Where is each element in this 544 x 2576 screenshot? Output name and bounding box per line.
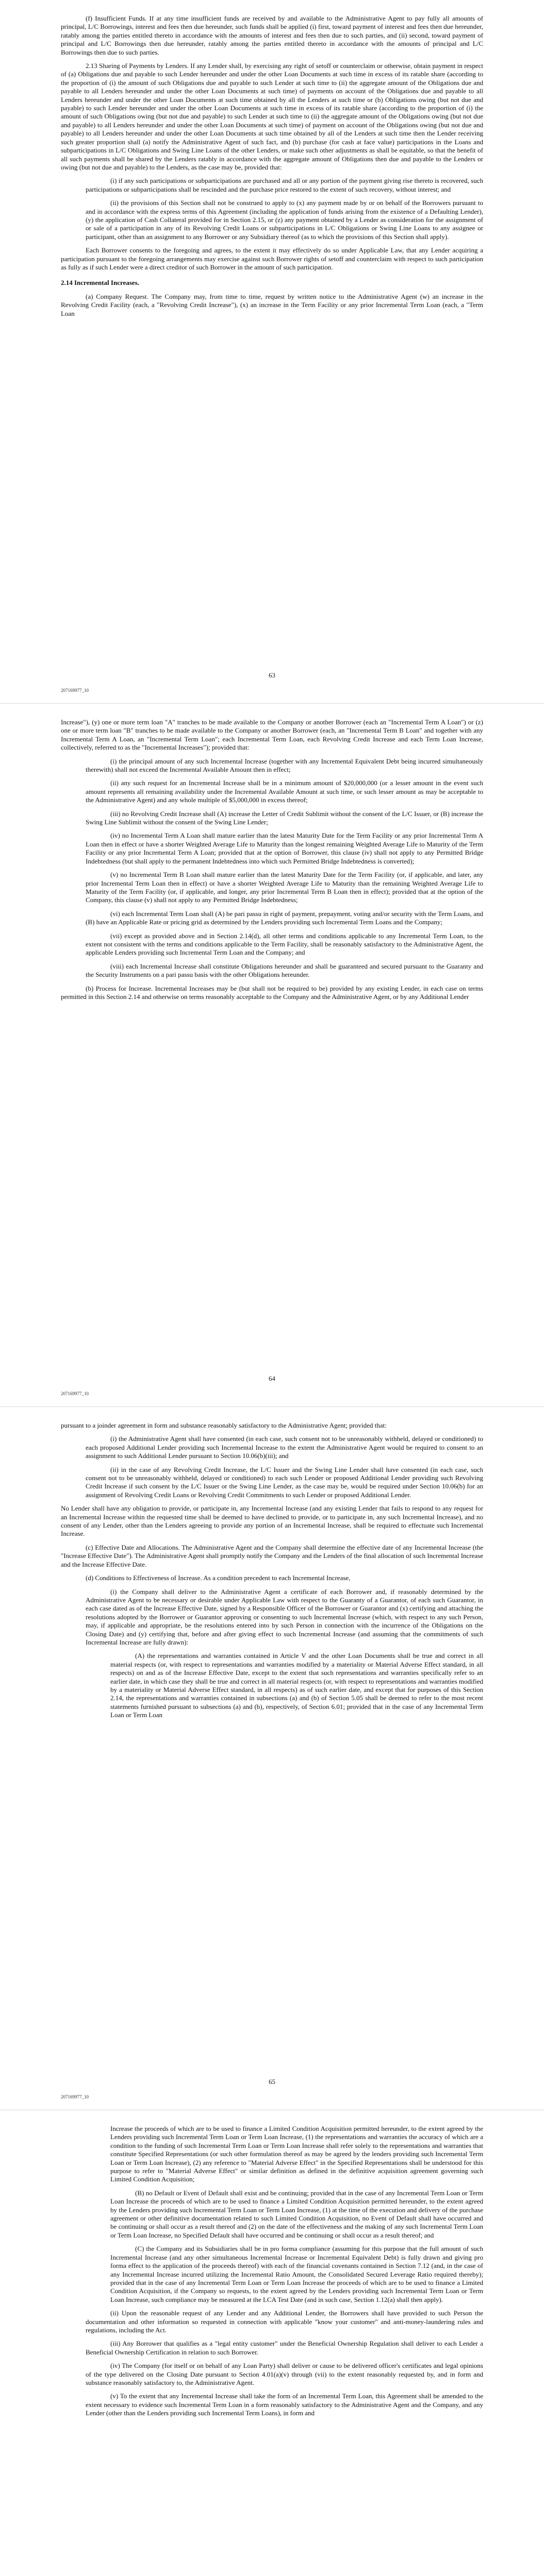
- page-65: [0, 1406, 544, 2110]
- page-63: [0, 0, 544, 703]
- paragraph: (v) no Incremental Term B Loan shall mature earlier than the latest Maturity Date for the Term Facility (or, if applicable, and later, any prior Incremental Term Loan then in effect) or have a shorter Weighted Average Life to Maturity than the remaining Weighted Average Life to Maturity of the Term Facility (or, if applicable, and longer, any prior Incremental Term B Loan then in effect); provided that at the option of the Company, this clause (v) shall not apply to any Permitted Bridge Indebtedness;: [86, 871, 483, 904]
- document-id: 207169977_10: [61, 2094, 89, 2099]
- paragraph: (A) the representations and warranties contained in Article V and the other Loan Documents shall be true and correct in all material respects (or, with respect to representations and warranties modified by a materiality or Material Adverse Effect standard, in all respects) on and as of the Increase Effective Date, except to the extent that such representations and warranties specifically refer to an earlier date, in which case they shall be true and correct in all material respects (or, with respect to representations and warranties modified by a materiality or Material Adverse Effect standard, in all respects) as of such earlier date, and except that for purposes of this Section 2.14, the representations and warranties contained in subsections (a) and (b) of Section 5.05 shall be deemed to refer to the most recent statements furnished pursuant to subsections (a) and (b), respectively, of Section 6.01; provided that in the case of any Incremental Term Loan or Term Loan: [110, 1652, 483, 1719]
- paragraph: (iii) no Revolving Credit Increase shall (A) increase the Letter of Credit Sublimit without the consent of the L/C Issuer, or (B) increase the Swing Line Sublimit without the consent of the Swing Line Lender;: [86, 809, 483, 826]
- paragraph: (v) To the extent that any Incremental Increase shall take the form of an Incremental Term Loan, this Agreement shall be amended to the extent necessary to evidence such Incremental Term Loan in a form reasonably satisfactory to the Administrative Agent and the Company, and any Lender (other than the Lenders providing such Incremental Term Loans), in form and: [86, 2392, 483, 2417]
- paragraph: (vi) each Incremental Term Loan shall (A) be pari passu in right of payment, prepayment, voting and/or security with the Term Loans, and (B) have an Applicable Rate or pricing grid as determined by the Lenders providing such Incremental Term Loans and the Company;: [86, 909, 483, 926]
- section-2-13-paragraph: 2.13 Sharing of Payments by Lenders. If any Lender shall, by exercising any right of setoff or counterclaim or otherwise, obtain payment in respect of (a) Obligations due and payable to such Lender hereunder and under the other Loan Documents at such time in excess of its ratable share (according to the proportion of (i) the amount of such Obligations due and payable to such Lender at such time to (ii) the aggregate amount of the Obligations due and payable to all Lenders hereunder and under the other Loan Documents at such time) of payments on account of the Obligations due and payable to all Lenders hereunder and under the other Loan Documents at such time obtained by all the Lenders at such time or (b) Obligations owing (but not due and payable) to such Lender hereunder and under the other Loan Documents at such time in excess of its ratable share (according to the proportion of (i) the amount of such Obligations owing (but not due and payable) to such Lender at such time to (ii) the aggregate amount of the Obligations owing (but not due and payable) to all Lenders hereunder and under the other Loan Documents at such time) of payment on account of the Obligations owing (but not due and payable) to all Lenders hereunder and under the other Loan Documents at such time obtained by all of the Lenders at such time then the Lender receiving such greater proportion shall (a) notify the Administrative Agent of such fact, and (b) purchase (for cash at face value) participations in the Loans and subparticipations in L/C Obligations and Swing Line Loans of the other Lenders, or make such other adjustments as shall be equitable, so that the benefit of all such payments shall be shared by the Lenders ratably in accordance with the aggregate amount of Obligations then due and payable to the Lenders or owing (but not due and payable) to the Lenders, as the case may be, provided that:: [61, 62, 483, 171]
- paragraph: (C) the Company and its Subsidiaries shall be in pro forma compliance (assuming for this purpose that the full amount of such Incremental Increase (and any other simultaneous Incremental Increase or Incremental Equivalent Debt) is fully drawn and giving pro forma effect to the application of the proceeds thereof) with each of the financial covenants contained in Section 7.12 (and, in the case of any Incremental Increase incurred utilizing the Incremental Ratio Amount, the Consolidated Secured Leverage Ratio required thereby); provided that in the case of any Incremental Term Loan or Term Loan Increase the proceeds of which are to be used to finance a Limited Condition Acquisition, if the Company so requests, to the extent agreed by the Lenders providing such Incremental Term Loan or Term Loan Increase, such compliance may be measured at the LCA Test Date (and in such case, Section 1.12(a) shall then apply).: [110, 2245, 483, 2303]
- paragraph: (iii) Any Borrower that qualifies as a "legal entity customer" under the Beneficial Ownership Regulation shall deliver to each Lender a Beneficial Ownership Certification in relation to such Borrower.: [86, 2340, 483, 2356]
- paragraph: (i) the Administrative Agent shall have consented (in each case, such consent not to be unreasonably withheld, delayed or conditioned) to each proposed Additional Lender providing such Incremental Increase to the extent the Administrative Agent would be required to consent to an assignment to such Additional Lender pursuant to Section 10.06(b)(iii); and: [86, 1435, 483, 1460]
- page-number: 63: [269, 671, 275, 679]
- section-heading: 2.14 Incremental Increases.: [61, 279, 139, 287]
- document-id: 207169977_10: [61, 688, 89, 693]
- paragraph: (viii) each Incremental Increase shall constitute Obligations hereunder and shall be guaranteed and secured pursuant to the Guaranty and the Security Instruments on a pari passu basis with the other Obligations hereunder.: [86, 962, 483, 979]
- paragraph: (ii) the provisions of this Section shall not be construed to apply to (x) any payment made by or on behalf of the Borrowers pursuant to and in accordance with the express terms of this Agreement (including the application of funds arising from the existence of a Defaulting Lender), (y) the application of Cash Collateral provided for in Section 2.15, or (z) any payment obtained by a Lender as consideration for the assignment of or sale of a participation in any of its Revolving Credit Loans or subparticipations in L/C Obligations or Swing Line Loans to any assignee or participant, other than an assignment to any Borrower or any Subsidiary thereof (as to which the provisions of this Section shall apply).: [86, 199, 483, 241]
- paragraph: (i) the principal amount of any such Incremental Increase (together with any Incremental Equivalent Debt being incurred simultaneously therewith) shall not exceed the Incremental Available Amount then in effect;: [86, 757, 483, 774]
- paragraph: (i) the Company shall deliver to the Administrative Agent a certificate of each Borrower and, if reasonably determined by the Administrative Agent to be necessary or desirable under Applicable Law with respect to the Guaranty of a Guarantor, of each such Guarantor, in each case dated as of the Increase Effective Date, signed by a Responsible Officer of the Borrower or Guarantor and (x) certifying and attaching the resolutions adopted by the Borrower or Guarantor approving or consenting to such Incremental Increase (which, with respect to any such Person, may, if applicable and appropriate, be the resolutions entered into by such Person in connection with the incurrence of the Obligations on the Closing Date) and (y) certifying that, before and after giving effect to such Incremental Increase (and assuming that the commitments of such Incremental Increase are fully drawn):: [86, 1587, 483, 1646]
- paragraph: (ii) in the case of any Revolving Credit Increase, the L/C Issuer and the Swing Line Lender shall have consented (in each case, such consent not to be unreasonably withheld, delayed or conditioned) to each such Lender or proposed Additional Lender providing such Revolving Credit Increase if such consent by the L/C Issuer or the Swing Line Lender, as the case may be, would be required under Section 10.06(b) for an assignment of Revolving Credit Loans or Revolving Credit Commitments to such Lender or proposed Additional Lender.: [86, 1465, 483, 1499]
- paragraph: (i) if any such participations or subparticipations are purchased and all or any portion of the payment giving rise thereto is recovered, such participations or subparticipations shall be rescinded and the purchase price restored to the extent of such recovery, without interest; and: [86, 177, 483, 193]
- paragraph: (ii) any such request for an Incremental Increase shall be in a minimum amount of $20,000,000 (or a lesser amount in the event such amount represents all remaining availability under the Incremental Available Amount at such time, or such lesser amount as may be acceptable to the Administrative Agent) and any whole multiple of $5,000,000 in excess thereof;: [86, 779, 483, 804]
- paragraph: (iv) The Company (for itself or on behalf of any Loan Party) shall deliver or cause to be delivered officer's certificates and legal opinions of the type delivered on the Closing Date pursuant to Section 4.01(a)(v) through (vii) to the extent reasonably requested by, and in form and substance reasonably satisfactory to, the Administrative Agent.: [86, 2362, 483, 2386]
- paragraph: Increase"), (y) one or more term loan "A" tranches to be made available to the Company or another Borrower (each an "Incremental Term A Loan") or (z) one or more term loan "B" tranches to be made available to the Company or another Borrower (each, an "Incremental Term B Loan" and together with any Incremental Term A Loan, an "Incremental Term Loan"; each Incremental Term Loan, each Revolving Credit Increase and each Term Loan Increase, collectively, referred to as the "Incremental Increases"); provided that:: [61, 718, 483, 752]
- page-64: [0, 703, 544, 1406]
- paragraph: (B) no Default or Event of Default shall exist and be continuing; provided that in the case of any Incremental Term Loan or Term Loan Increase the proceeds of which are to be used to finance a Limited Condition Acquisition permitted hereunder, to the extent agreed by the Lenders providing such Incremental Term Loan or Term Loan Increase, (1) at the time of the execution and delivery of the purchase agreement or other definitive documentation related to such Limited Condition Acquisition, no Event of Default shall have occurred and be continuing or shall occur as a result thereof and (2) on the date of the effectiveness and the making of any such Incremental Term Loan or Term Loan Increase, no Specified Default shall have occurred and be continuing or shall occur as a result thereof; and: [110, 2189, 483, 2239]
- page-66: [0, 2110, 544, 2576]
- paragraph: (f) Insufficient Funds. If at any time insufficient funds are received by and available to the Administrative Agent to pay fully all amounts of principal, L/C Borrowings, interest and fees then due hereunder, such funds shall be applied (i) first, toward payment of interest and fees then due hereunder, ratably among the parties entitled thereto in accordance with the amounts of interest and fees then due to such parties, and (ii) second, toward payment of principal and L/C Borrowings then due hereunder, ratably among the parties entitled thereto in accordance with the amounts of principal and L/C Borrowings then due to such parties.: [61, 14, 483, 56]
- paragraph: (d) Conditions to Effectiveness of Increase. As a condition precedent to each Incremental Increase,: [86, 1574, 351, 1582]
- paragraph: Each Borrower consents to the foregoing and agrees, to the extent it may effectively do so under Applicable Law, that any Lender acquiring a participation pursuant to the foregoing arrangements may exercise against such Borrower rights of setoff and counterclaim with respect to such participation as fully as if such Lender were a direct creditor of such Borrower in the amount of such participation.: [61, 246, 483, 271]
- page-number: 65: [269, 2078, 275, 2086]
- paragraph: No Lender shall have any obligation to provide, or participate in, any Incremental Increase (and any existing Lender that fails to respond to any request for an Incremental Increase within the requested time shall be deemed to have declined to provide, or to participate in, any such Incremental Increase), and no consent of any Lender, other than the Lenders agreeing to provide any portion of an Incremental Increase, shall be required to effectuate such Incremental Increase.: [61, 1504, 483, 1538]
- document-id: 207169977_10: [61, 1391, 89, 1396]
- paragraph: (iv) no Incremental Term A Loan shall mature earlier than the latest Maturity Date for the Term Facility or any prior Incremental Term A Loan then in effect or have a shorter Weighted Average Life to Maturity than the longest remaining Weighted Average Life to Maturity of the Term Facility or any prior Incremental Term A Loan; provided that at the option of Borrower, this clause (iv) shall not apply to any Permitted Bridge Indebtedness (but shall apply to the permanent Indebtedness into which such Permitted Bridge Indebtedness is converted);: [86, 832, 483, 865]
- page-number: 64: [269, 1375, 275, 1382]
- paragraph: (a) Company Request. The Company may, from time to time, request by written notice to the Administrative Agent (w) an increase in the Revolving Credit Facility (each, a "Revolving Credit Increase"), (x) an increase in the Term Facility or any prior Incremental Term Loan (each, a "Term Loan: [61, 292, 483, 317]
- paragraph: pursuant to a joinder agreement in form and substance reasonably satisfactory to the Administrative Agent; provided that:: [61, 1421, 387, 1429]
- paragraph: (ii) Upon the reasonable request of any Lender and any Additional Lender, the Borrowers shall have provided to such Person the documentation and other information so requested in connection with applicable "know your customer" and anti-money-laundering rules and regulations, including the Act.: [86, 2309, 483, 2334]
- paragraph: Increase the proceeds of which are to be used to finance a Limited Condition Acquisition permitted hereunder, to the extent agreed by the Lenders providing such Incremental Term Loan or Term Loan Increase, (1) the representations and warranties the accuracy of which are a condition to the funding of such Incremental Term Loan or Term Loan Increase shall refer solely to the representations and warranties that constitute Specified Representations (or such other formulation thereof as may be agreed by the lenders providing such Incremental Term Loan or Term Loan Increase), (2) any reference to "Material Adverse Effect" in the Specified Representations shall be understood for this purpose to refer to "Material Adverse Effect" or similar definition as defined in the definitive acquisition agreement governing such Limited Condition Acquisition;: [110, 2125, 483, 2183]
- paragraph: (c) Effective Date and Allocations. The Administrative Agent and the Company shall determine the effective date of any Incremental Increase (the "Increase Effective Date"). The Administrative Agent shall promptly notify the Company and the Lenders of the final allocation of such Incremental Increase and the Increase Effective Date.: [61, 1543, 483, 1568]
- paragraph: (vii) except as provided above and in Section 2.14(d), all other terms and conditions applicable to any Incremental Term Loan, to the extent not consistent with the terms and conditions applicable to the Term Facility, shall be reasonably satisfactory to the Administrative Agent, the applicable Lenders providing such Incremental Term Loan and the Company; and: [86, 931, 483, 957]
- paragraph: (b) Process for Increase. Incremental Increases may be (but shall not be required to be) provided by any existing Lender, in each case on terms permitted in this Section 2.14 and otherwise on terms reasonably acceptable to the Company and the Administrative Agent, or by any Additional Lender: [61, 984, 483, 1001]
